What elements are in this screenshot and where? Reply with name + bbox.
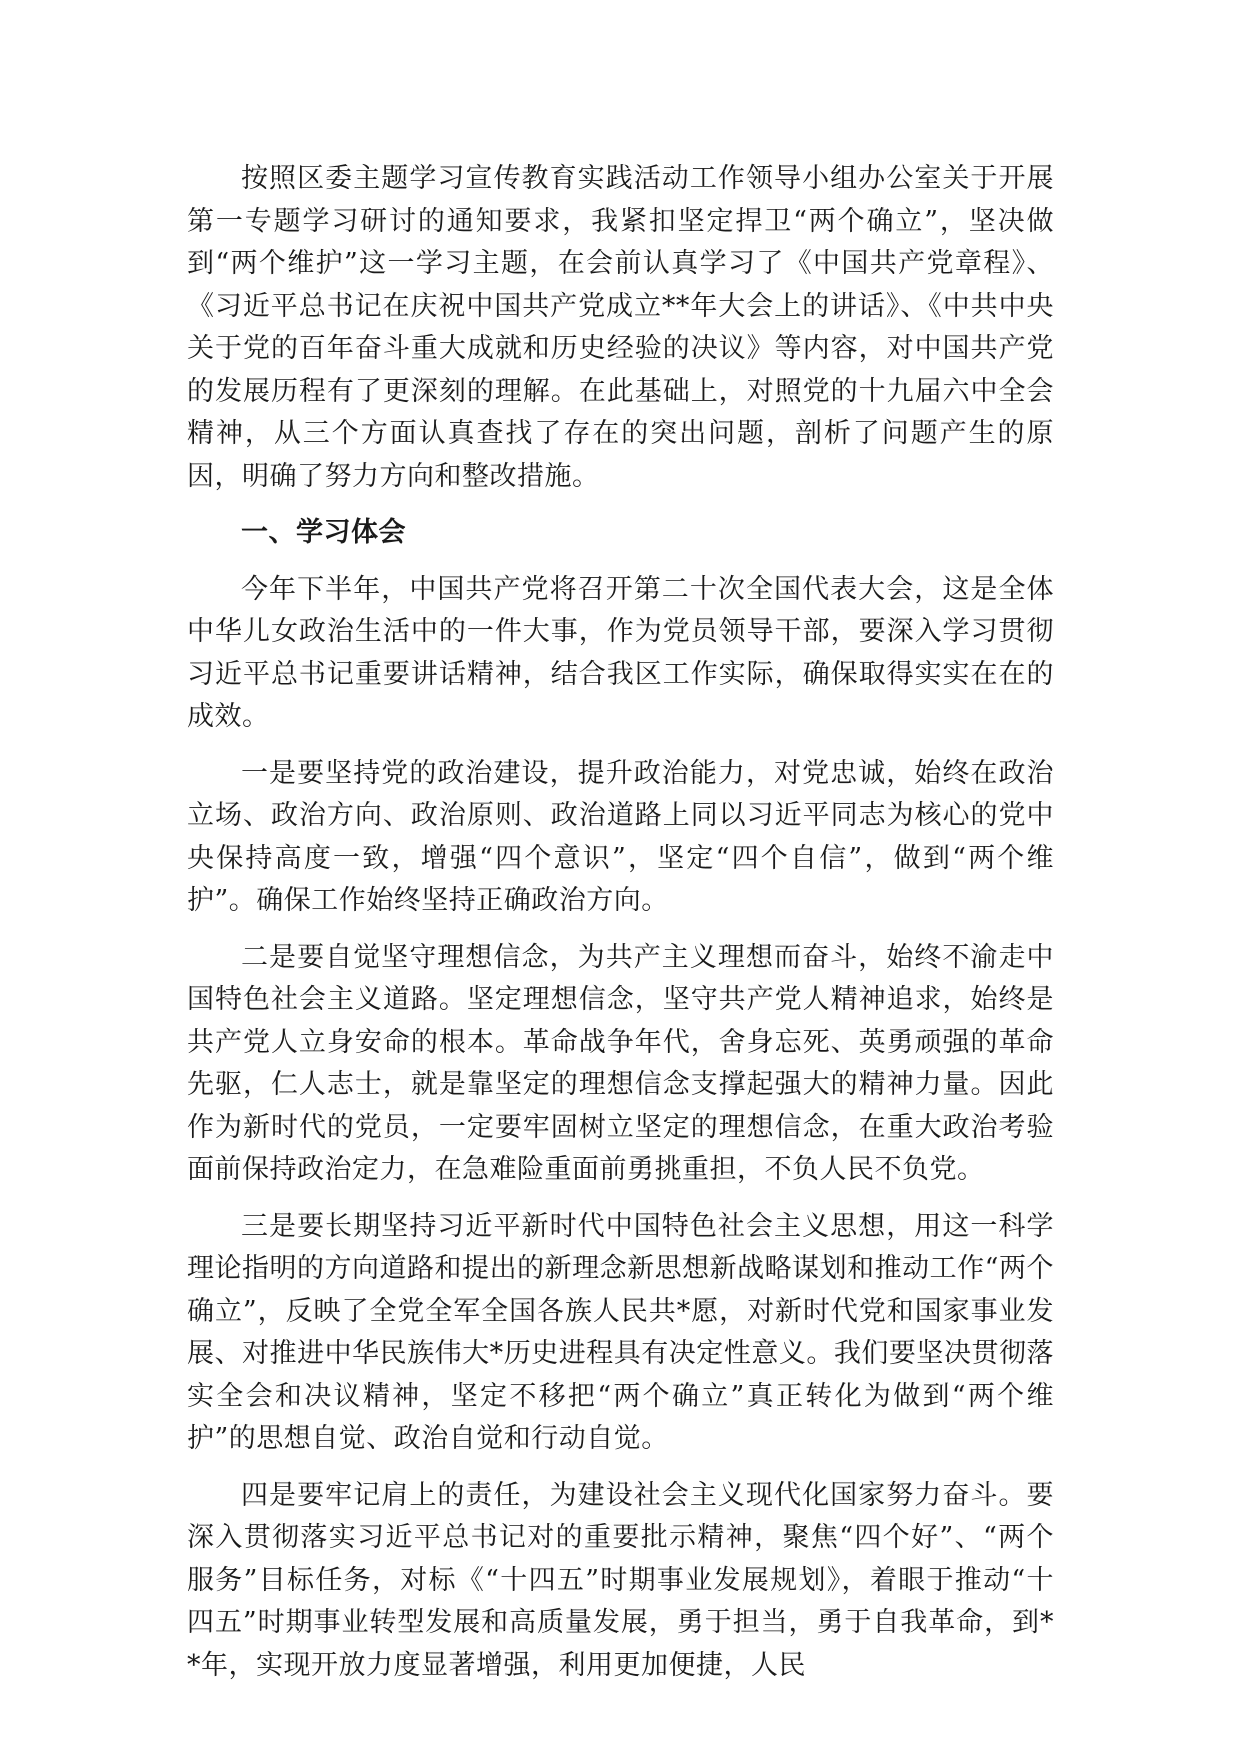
body-paragraph: 二是要自觉坚守理想信念，为共产主义理想而奋斗，始终不渝走中国特色社会主义道路。坚定理想信念，坚守共产党人精神追求，始终是共产党人立身安命的根本。革命战争年代，舍身忘死、英勇顽强的革命先驱，仁人志士，就是靠坚定的理想信念支撑起强大的精神力量。因此作为新时代的党员，一定要牢固树立坚定的理想信念，在重大政治考验面前保持政治定力，在急难险重面前勇挑重担，不负人民不负党。: [187, 941, 1054, 1185]
body-paragraph: 四是要牢记肩上的责任，为建设社会主义现代化国家努力奋斗。要深入贯彻落实习近平总书记对的重要批示精神，聚焦“四个好”、“两个服务”目标任务，对标《“十四五”时期事业发展规划》，着眼于推动“十四五”时期事业转型发展和高质量发展，勇于担当，勇于自我革命，到**年，实现开放力度显著增强，利用更加便捷，人民: [187, 1479, 1054, 1681]
body-paragraph: 一是要坚持党的政治建设，提升政治能力，对党忠诚，始终在政治立场、政治方向、政治原则、政治道路上同以习近平同志为核心的党中央保持高度一致，增强“四个意识”，坚定“四个自信”，做到“两个维护”。确保工作始终坚持正确政治方向。: [187, 757, 1054, 916]
body-paragraph: 今年下半年，中国共产党将召开第二十次全国代表大会，这是全体中华儿女政治生活中的一件大事，作为党员领导干部，要深入学习贯彻习近平总书记重要讲话精神，结合我区工作实际，确保取得实实在在的成效。: [187, 573, 1054, 732]
body-paragraph: 三是要长期坚持习近平新时代中国特色社会主义思想，用这一科学理论指明的方向道路和提出的新理念新思想新战略谋划和推动工作“两个确立”，反映了全党全军全国各族人民共*愿，对新时代党和国家事业发展、对推进中华民族伟大*历史进程具有决定性意义。我们要坚决贯彻落实全会和决议精神，坚定不移把“两个确立”真正转化为做到“两个维护”的思想自觉、政治自觉和行动自觉。: [187, 1210, 1054, 1454]
section-heading-study: 一、学习体会: [241, 517, 406, 548]
intro-paragraph: 按照区委主题学习宣传教育实践活动工作领导小组办公室关于开展第一专题学习研讨的通知要求，我紧扣坚定捍卫“两个确立”，坚决做到“两个维护”这一学习主题，在会前认真学习了《中国共产党章程》、《习近平总书记在庆祝中国共产党成立**年大会上的讲话》、《中共中央关于党的百年奋斗重大成就和历史经验的决议》等内容，对中国共产党的发展历程有了更深刻的理解。在此基础上，对照党的十九届六中全会精神，从三个方面认真查找了存在的突出问题，剖析了问题产生的原因，明确了努力方向和整改措施。: [187, 163, 1054, 492]
